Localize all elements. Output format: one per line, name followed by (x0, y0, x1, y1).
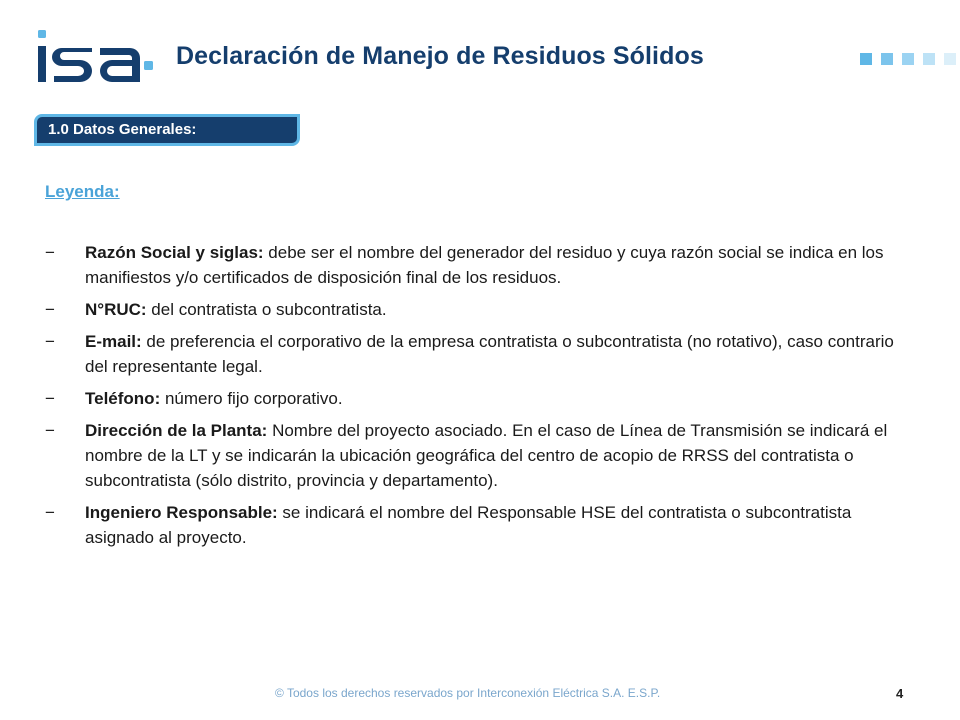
square-5 (944, 53, 956, 65)
legend-term: E-mail: (85, 332, 142, 351)
square-4 (923, 53, 935, 65)
bullet-dash: − (45, 389, 55, 408)
legend-desc: número fijo corporativo. (160, 389, 343, 408)
legend-term: Teléfono: (85, 389, 161, 408)
legend-list (45, 240, 915, 557)
legend-item-text (85, 386, 915, 411)
legend-desc: Nombre del proyecto asociado. En el caso de Línea de Transmisión se indicará el nombre de la LT y se indicarán la ubicación geográfica del centro de acopio de RRSS del contratista o subcontratista (sólo distrito, provincia y departamento). (85, 421, 888, 490)
square-3 (902, 53, 914, 65)
legend-item-ingeniero (45, 500, 915, 550)
legend-item-ruc (45, 297, 915, 322)
legend-desc: se indicará el nombre del Responsable HSE del contratista o subcontratista asignado al proyecto. (85, 503, 852, 547)
legend-item-text (85, 418, 915, 493)
isa-logo (34, 28, 156, 86)
legend-desc: del contratista o subcontratista. (146, 300, 387, 319)
legend-term: Razón Social y siglas: (85, 243, 264, 262)
page-number: 4 (896, 686, 904, 701)
legend-desc: debe ser el nombre del generador del residuo y cuya razón social se indica en los manifiestos y/o certificados de disposición final de los residuos. (85, 243, 884, 287)
legend-item-text (85, 329, 915, 379)
bullet-dash: − (45, 503, 55, 522)
square-1 (860, 53, 872, 65)
legend-item-text (85, 500, 915, 550)
legend-term: Dirección de la Planta: (85, 421, 268, 440)
legend-item-text (85, 240, 915, 290)
bullet-dash: − (45, 332, 55, 351)
legend-term: Ingeniero Responsable: (85, 503, 278, 522)
legend-item-razon-social (45, 240, 915, 290)
section-badge: 1.0 Datos Generales: (34, 114, 300, 146)
legend-desc: de preferencia el corporativo de la empresa contratista o subcontratista (no rotativo), caso contrario del representante legal. (85, 332, 894, 376)
legend-item-email (45, 329, 915, 379)
page-title: Declaración de Manejo de Residuos Sólidos (176, 42, 704, 70)
legend-title: Leyenda: (45, 182, 120, 201)
square-2 (881, 53, 893, 65)
footer-copyright: © Todos los derechos reservados por Interconexión Eléctrica S.A. E.S.P. (275, 686, 661, 700)
legend-item-telefono (45, 386, 915, 411)
legend-term: N°RUC: (85, 300, 147, 319)
bullet-dash: − (45, 421, 55, 440)
bullet-dash: − (45, 300, 55, 319)
bullet-dash: − (45, 243, 55, 262)
decorative-squares (860, 53, 956, 65)
legend-item-text (85, 297, 915, 322)
legend-item-direccion (45, 418, 915, 493)
